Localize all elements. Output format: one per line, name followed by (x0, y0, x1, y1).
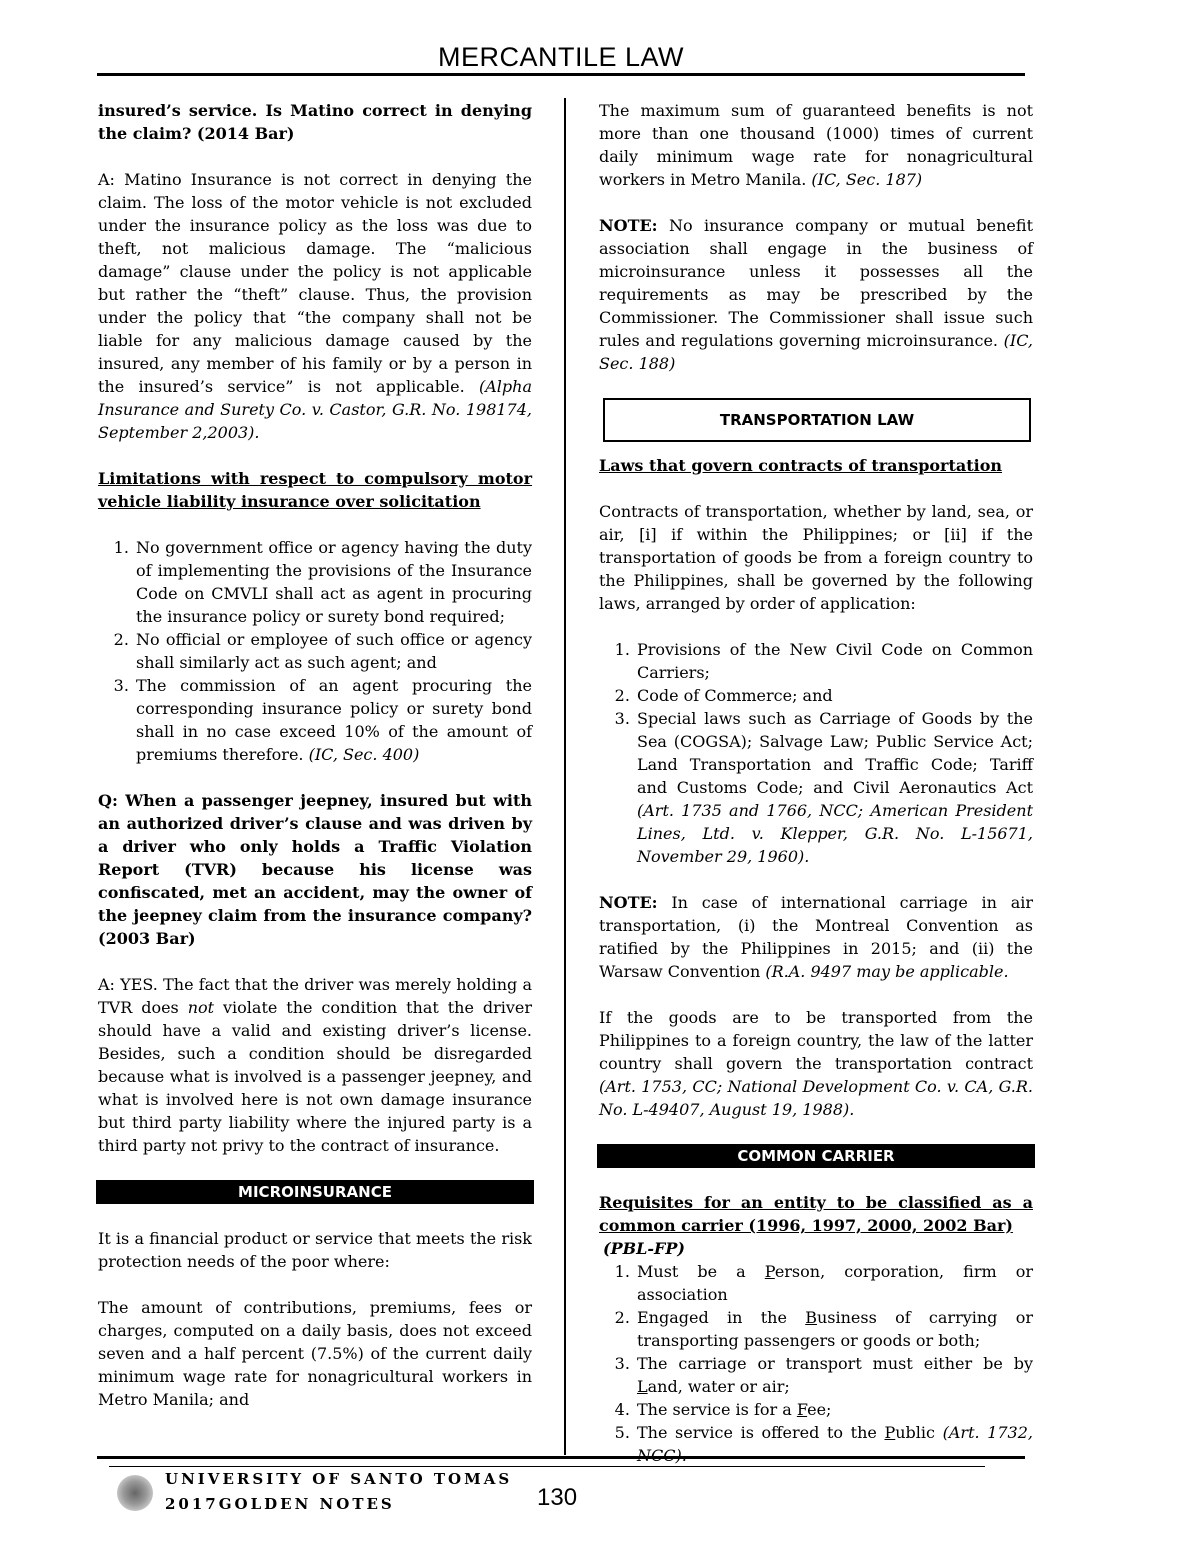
microinsurance-amount: The amount of contributions, premiums, fees or charges, computed on a daily basis, does not exceed seven and a half percent (7.5%) of the current daily minimum wage rate for nonagricultural workers in Metro Manila; and (98, 1298, 532, 1409)
list-item (635, 1398, 1033, 1421)
left-column (98, 99, 532, 1434)
requisites-list (599, 1260, 1033, 1467)
note-microinsurance (599, 214, 1033, 375)
header-rule (97, 73, 1025, 76)
list-item (635, 684, 1033, 707)
requisites-heading: Requisites for an entity to be classified as a common carrier (1996, 1997, 2000, 2002 Bar) (599, 1193, 1033, 1235)
list-item-citation: (IC, Sec. 400) (308, 745, 420, 764)
transportation-law-box: TRANSPORTATION LAW (603, 398, 1031, 442)
note-text: No insurance company or mutual benefit association shall engage in the business of microinsurance unless it possesses all the requirements as may be prescribed by the Commissioner. The Commissioner shall issue such rules and regulations governing microinsurance. (599, 216, 1033, 350)
answer-jeepney-emphasis: not (187, 998, 215, 1017)
note-label: NOTE: (599, 216, 658, 235)
university-seal-icon (117, 1475, 153, 1511)
req-text: The service is offered to the (637, 1423, 885, 1442)
list-item-text: No official or employee of such office or agency shall similarly act as such agent; and (136, 630, 532, 672)
right-column (599, 99, 1033, 1467)
page-footer (97, 1456, 1025, 1536)
req-text: Engaged in the (637, 1308, 806, 1327)
list-item-text: The commission of an agent procuring the corresponding insurance policy or surety bond shall in no case exceed 10% of the amount of premiums therefore. (136, 676, 532, 764)
edition-name: 2017GOLDEN NOTES (165, 1495, 395, 1513)
footer-rule (97, 1456, 1025, 1459)
laws-intro: Contracts of transportation, whether by land, sea, or air, [i] if within the Philippines; or [ii] if the transportation of goods be from a foreign country to the Philippines, shall be governed by the following laws, arranged by order of application: (599, 502, 1033, 613)
list-item-text: Provisions of the New Civil Code on Common Carriers; (637, 640, 1033, 682)
note-label: NOTE: (599, 893, 658, 912)
microinsurance-definition: It is a financial product or service that meets the risk protection needs of the poor where: (98, 1229, 532, 1271)
benefits-paragraph (599, 99, 1033, 191)
answer-jeepney (98, 973, 532, 1157)
laws-list (599, 638, 1033, 868)
note-citation: (IC, Sec. 188) (599, 331, 1033, 373)
answer-matino-citation: (Alpha Insurance and Surety Co. v. Castor, G.R. No. 198174, September 2,2003). (98, 377, 532, 442)
req-text-rest: ee; (807, 1400, 832, 1419)
req-text: Must be a (637, 1262, 765, 1281)
page-header (97, 40, 1025, 80)
page-number: 130 (537, 1484, 578, 1511)
answer-matino-text: A: Matino Insurance is not correct in denying the claim. The loss of the motor vehicle is not excluded under the insurance policy as the loss was due to theft, not malicious damage. The “malicious damage” clause under the policy is not applicable but rather the “theft” clause. Thus, the provision under the policy that “the company shall not be liable for any malicious damage caused by the insured, any member of his family or by a person in the insured’s service” is not applicable. (98, 170, 532, 396)
note-citation: (R.A. 9497 may be applicable. (765, 962, 1009, 981)
req-text-rest: ublic (895, 1423, 935, 1442)
req-text: The service is for a (637, 1400, 797, 1419)
list-item (134, 628, 532, 674)
list-item-text: Special laws such as Carriage of Goods by the Sea (COGSA); Salvage Law; Public Service Act; Land Transportation and Traffic Code; Tariff and Customs Code; and Civil Aeronautics Act (637, 709, 1033, 797)
requisites-mnemonic: (PBL-FP) (603, 1239, 685, 1258)
list-item-text: No government office or agency having the duty of implementing the provisions of the Insurance Code on CMVLI shall act as agent in procuring the insurance policy or surety bond required; (136, 538, 532, 626)
question-continuation: insured’s service. Is Matino correct in denying the claim? (2014 Bar) (98, 101, 532, 143)
list-item (635, 1260, 1033, 1306)
export-text: If the goods are to be transported from the Philippines to a foreign country, the law of the latter country shall govern the transportation contract (599, 1008, 1033, 1073)
question-jeepney: Q: When a passenger jeepney, insured but with an authorized driver’s clause and was driven by a driver who only holds a Traffic Violation Report (TVR) because his license was confiscated, met an accident, may the owner of the jeepney claim from the insurance company? (2003 Bar) (98, 791, 532, 948)
common-carrier-banner: COMMON CARRIER (597, 1144, 1035, 1168)
req-key-letter: B (805, 1308, 817, 1327)
column-divider (564, 98, 566, 1455)
export-paragraph (599, 1006, 1033, 1121)
req-key-letter: L (637, 1377, 648, 1396)
answer-jeepney-text-rest: violate the condition that the driver should have a valid and existing driver’s license. Besides, such a condition should be disregarded because what is involved is a passenger jeepney, and what is involved here is not own damage insurance but third party liability where the injured party is a third party not privy to the contract of insurance. (98, 998, 533, 1155)
footer-rule-thin (109, 1466, 985, 1467)
req-text-rest: and, water or air; (647, 1377, 790, 1396)
note-air-transport (599, 891, 1033, 983)
benefits-text: The maximum sum of guaranteed benefits is not more than one thousand (1000) times of current daily minimum wage rate for nonagricultural workers in Metro Manila. (599, 101, 1033, 189)
page-title: MERCANTILE LAW (437, 42, 685, 72)
benefits-citation: (IC, Sec. 187) (811, 170, 923, 189)
req-text: The carriage or transport must either be by (637, 1354, 1033, 1373)
answer-jeepney-text: A: YES. The fact that the driver was merely holding a TVR does (98, 975, 532, 1017)
list-item-citation: (Art. 1735 and 1766, NCC; American President Lines, Ltd. v. Klepper, G.R. No. L-15671, November 29, 1960). (637, 801, 1033, 866)
list-item (635, 1352, 1033, 1398)
list-item (635, 707, 1033, 868)
limitations-heading: Limitations with respect to compulsory motor vehicle liability insurance over solicitation (98, 469, 532, 511)
list-item (635, 1306, 1033, 1352)
microinsurance-banner: MICROINSURANCE (96, 1180, 534, 1204)
list-item (134, 674, 532, 766)
export-citation: (Art. 1753, CC; National Development Co. v. CA, G.R. No. L-49407, August 19, 1988). (599, 1077, 1033, 1119)
answer-matino (98, 168, 532, 444)
req-key-letter: P (884, 1423, 896, 1442)
list-item-text: Code of Commerce; and (637, 686, 833, 705)
req-key-letter: F (796, 1400, 808, 1419)
university-name: UNIVERSITY OF SANTO TOMAS (165, 1470, 513, 1488)
laws-heading: Laws that govern contracts of transportation (599, 456, 1003, 475)
list-item (134, 536, 532, 628)
limitations-list (98, 536, 532, 766)
list-item-citation: (Art. 1732, (942, 1423, 1034, 1442)
list-item (635, 638, 1033, 684)
req-text-rest: erson, corporation, firm or association (637, 1262, 1033, 1304)
req-text-rest: usiness of carrying or transporting passengers or goods or both; (637, 1308, 1033, 1350)
note-text: In case of international carriage in air transportation, (i) the Montreal Convention as ratified by the Philippines in 2015; and (ii) the Warsaw Convention (599, 893, 1033, 981)
req-key-letter: P (764, 1262, 775, 1281)
